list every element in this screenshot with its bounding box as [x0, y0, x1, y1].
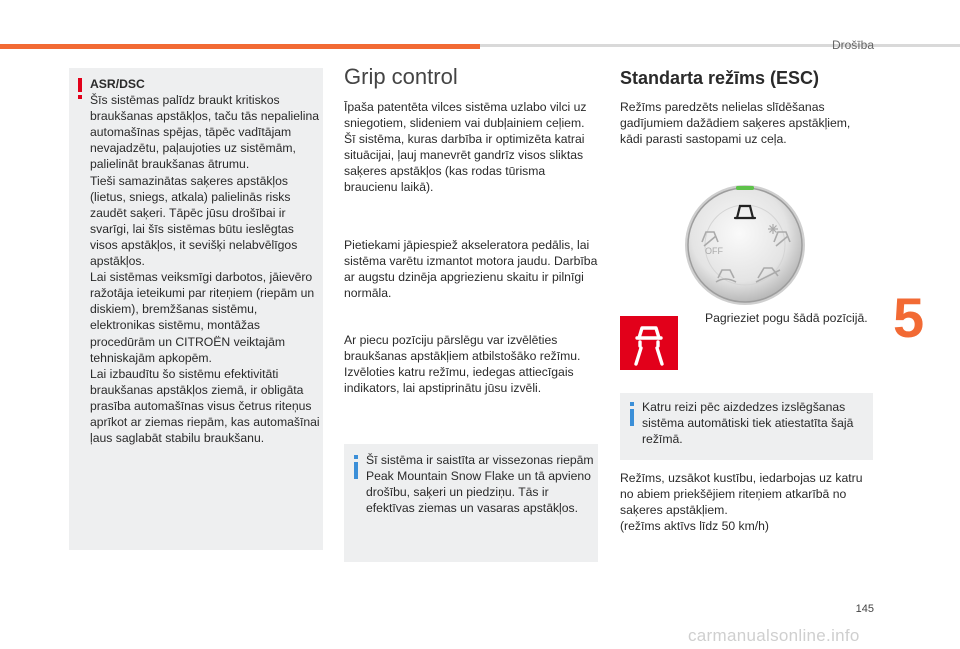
warning-paragraph: Lai izbaudītu šo sistēmu efektivitāti braukšanas apstākļos ziemā, ir obligāta prasība automašīnas visus četrus riteņus aprīkot ar ziemas riepām, kas automašīnai ļaus saglabāt stabilu braukšanu.	[90, 366, 320, 446]
warning-paragraph: Tieši samazinātas saķeres apstākļos (lietus, sniegs, atkala) palielinās risks zaudēt saķeri. Tāpēc jūsu drošībai ir svarīgi, lai šīs sistēmas būtu ieslēgtas visos apstākļos, it sevišķi nelabvēlīgos apstākļos.	[90, 173, 298, 269]
standard-paragraph-3: (režīms aktīvs līdz 50 km/h)	[620, 519, 769, 533]
watermark: carmanualsonline.info	[688, 626, 860, 645]
snowflake-icon	[768, 224, 778, 234]
grip-info-text: Šī sistēma ir saistīta ar vissezonas riepām Peak Mountain Snow Flake un tā apvieno drošību, saķeri un piedziņu. Tās ir efektīvas ziemas un vasaras apstākļos.	[366, 453, 594, 516]
grip-info-box	[344, 444, 598, 562]
header-rule	[480, 44, 960, 47]
grip-paragraph-3: Ar piecu pozīciju pārslēgu var izvēlēties braukšanas apstākļiem atbilstošāko režīmu. Izvēloties katru režīmu, iedegas attiecīgais indikators, lai apstiprinātu jūsu izvēli.	[344, 333, 581, 396]
grip-control-knob-image	[680, 180, 810, 310]
warning-box	[69, 68, 323, 550]
warning-text	[90, 76, 322, 446]
grip-paragraph-2: Pietiekami jāpiespiež akseleratora pedālis, lai sistēma varētu izmantot motora jaudu. Darbība ar augstu dzinēja apgriezienu skaitu ir pilnīgi normāla.	[344, 238, 598, 301]
chapter-number: 5	[893, 286, 925, 349]
warning-icon	[78, 78, 82, 100]
standard-mode-icon-tile	[620, 316, 678, 370]
instruction-row	[687, 310, 868, 326]
header-accent-bar	[0, 44, 480, 49]
warning-title: ASR/DSC	[90, 77, 145, 91]
info-icon	[354, 455, 358, 479]
warning-paragraph: Lai sistēmas veiksmīgi darbotos, jāievēro ražotāja ieteikumi par riteņiem (riepām un diskiem), bremžšanas sistēmu, elektronikas sistēmu, montāžas procedūrām un CITROËN veiktajām tehniskajām apkopēm.	[90, 270, 315, 365]
info-icon	[630, 402, 634, 426]
standard-info-text: Katru reizi pēc aizdedzes izslēgšanas sistēma automātiski tiek atiestatīta šajā režīmā.	[642, 400, 854, 447]
standard-paragraph-1: Režīms paredzēts nelielas slīdēšanas gadījumiem dažādiem saķeres apstākļiem, kādi parasti sastopami uz ceļa.	[620, 100, 851, 147]
standard-mode-car-icon	[620, 316, 678, 370]
grip-paragraph-1: Īpaša patentēta vilces sistēma uzlabo vilci uz sniegotiem, slideniem vai dubļainiem ceļiem. Šī sistēma, kuras darbība ir optimizēta katrai situācijai, ļauj manevrēt gandrīz visos sliktas saķeres apstākļos (kas rodas tūrisma braucienu laikā).	[344, 100, 587, 195]
standard-paragraph-2: Režīms, uzsākot kustību, iedarbojas uz katru no abiem priekšējiem riteņiem atkarībā no saķeres apstākļiem.	[620, 471, 863, 518]
standard-mode-heading: Standarta režīms (ESC)	[620, 68, 820, 88]
active-indicator-led	[736, 186, 754, 190]
instruction-text: Pagrieziet pogu šādā pozīcijā.	[705, 311, 868, 325]
grip-control-heading: Grip control	[344, 64, 458, 89]
page-number: 145	[855, 603, 874, 615]
warning-paragraph: Šīs sistēmas palīdz braukt kritiskos braukšanas apstākļos, taču tās nepalielina automašīnas spējas, tāpēc vadītājam nevajadzētu, paļaujoties uz sistēmām, palielināt braukšanas ātrumu.	[90, 93, 319, 172]
esc-off-label: OFF	[705, 246, 723, 256]
standard-info-box	[620, 393, 873, 460]
section-title: Drošība	[831, 38, 874, 52]
